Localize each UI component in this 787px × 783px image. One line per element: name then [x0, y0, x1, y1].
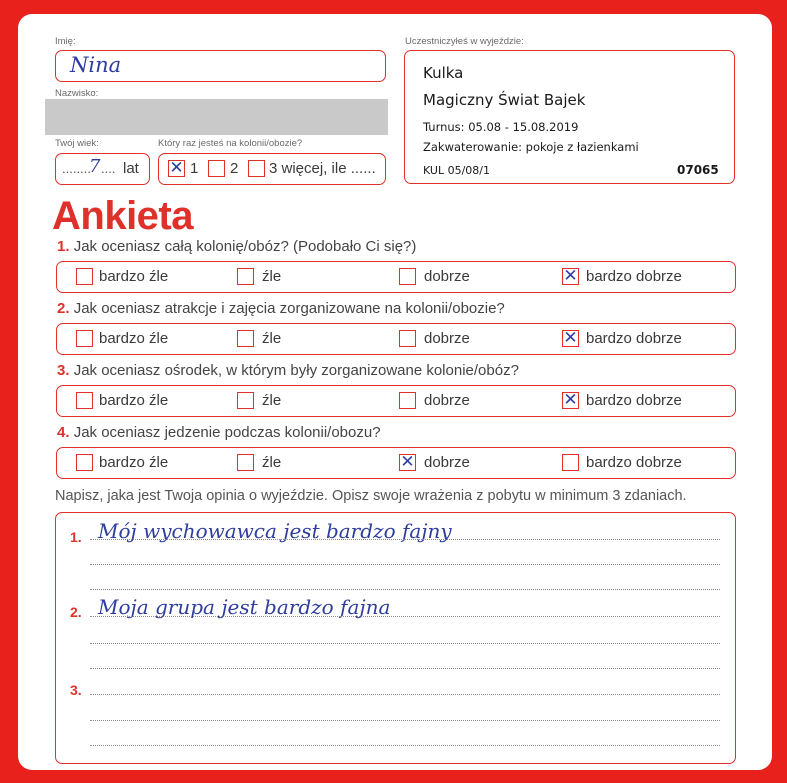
- age-dots-left: ........: [62, 161, 91, 176]
- question-3-text: Jak oceniasz ośrodek, w którym były zorganizowane kolonie/obóz?: [73, 362, 519, 379]
- q4-label-zle: źle: [262, 454, 282, 471]
- question-1-rating: [56, 261, 736, 293]
- question-4-rating: [56, 447, 736, 479]
- check-mark-icon: ✕: [169, 158, 184, 178]
- q1-label-zle: źle: [262, 268, 282, 285]
- ticket-number: 07065: [677, 163, 719, 177]
- ticket-turnus: Turnus: 05.08 - 15.08.2019: [423, 120, 579, 134]
- q2-label-bardzo-zle: bardzo źle: [99, 330, 169, 347]
- opinion-prompt: Napisz, jaka jest Twoja opinia o wyjeździe. Opisz swoje wrażenia z pobytu w minimum 3 zdaniach.: [55, 488, 687, 504]
- surname-redacted: [45, 99, 388, 135]
- question-4-text: Jak oceniasz jedzenie podczas kolonii/obozu?: [73, 424, 381, 441]
- survey-title: Ankieta: [52, 194, 193, 238]
- times-option-1-label: 1: [190, 160, 199, 177]
- q4-checkbox-bardzo-dobrze[interactable]: [562, 454, 579, 471]
- q2-label-bardzo-dobrze: bardzo dobrze: [586, 330, 682, 347]
- ticket-accommodation: Zakwaterowanie: pokoje z łazienkami: [423, 140, 639, 154]
- ticket-box: [404, 50, 735, 184]
- surname-label: Nazwisko:: [55, 88, 99, 99]
- writing-line: [90, 589, 720, 590]
- times-field: [158, 153, 386, 185]
- q4-label-dobrze: dobrze: [424, 454, 470, 471]
- writing-line: [90, 694, 720, 695]
- writing-line: [90, 539, 720, 540]
- survey-sheet: [18, 14, 772, 770]
- times-label: Który raz jesteś na kolonii/obozie?: [158, 138, 303, 149]
- q1-checkbox-bardzo-dobrze[interactable]: [562, 268, 579, 285]
- writing-line: [90, 564, 720, 565]
- question-2: [57, 300, 505, 317]
- question-1-number: 1.: [57, 238, 70, 255]
- q4-checkbox-zle[interactable]: [237, 454, 254, 471]
- times-checkbox-1[interactable]: [168, 160, 185, 177]
- times-option-3-label: 3 więcej, ile ......: [269, 160, 376, 177]
- check-mark-icon: ✕: [563, 266, 578, 286]
- check-mark-icon: ✕: [563, 328, 578, 348]
- writing-line: [90, 720, 720, 721]
- ticket-name: Kulka: [423, 64, 464, 82]
- question-3-rating: [56, 385, 736, 417]
- question-4-number: 4.: [57, 424, 70, 441]
- ticket-code: KUL 05/08/1: [423, 164, 490, 177]
- name-value: Nina: [70, 53, 122, 77]
- writing-line: [90, 668, 720, 669]
- q3-label-bardzo-zle: bardzo źle: [99, 392, 169, 409]
- question-1: [57, 238, 416, 255]
- q4-label-bardzo-dobrze: bardzo dobrze: [586, 454, 682, 471]
- q1-checkbox-bardzo-zle[interactable]: [76, 268, 93, 285]
- question-1-text: Jak oceniasz całą kolonię/obóz? (Podobało Ci się?): [73, 238, 417, 255]
- opinion-box[interactable]: [55, 512, 736, 764]
- age-field[interactable]: [55, 153, 150, 185]
- q3-label-bardzo-dobrze: bardzo dobrze: [586, 392, 682, 409]
- q1-checkbox-zle[interactable]: [237, 268, 254, 285]
- q4-checkbox-dobrze[interactable]: [399, 454, 416, 471]
- writing-line: [90, 643, 720, 644]
- opinion-entry-2-text: Moja grupa jest bardzo fajna: [98, 595, 391, 619]
- question-2-rating: [56, 323, 736, 355]
- check-mark-icon: ✕: [563, 390, 578, 410]
- question-3-number: 3.: [57, 362, 70, 379]
- q4-label-bardzo-zle: bardzo źle: [99, 454, 169, 471]
- q3-checkbox-bardzo-zle[interactable]: [76, 392, 93, 409]
- q2-label-dobrze: dobrze: [424, 330, 470, 347]
- question-3: [57, 362, 519, 379]
- age-unit: lat: [123, 160, 139, 177]
- question-2-text: Jak oceniasz atrakcje i zajęcia zorganizowane na kolonii/obozie?: [73, 300, 505, 317]
- q2-checkbox-bardzo-zle[interactable]: [76, 330, 93, 347]
- name-field[interactable]: [55, 50, 386, 82]
- q2-label-zle: źle: [262, 330, 282, 347]
- q2-checkbox-zle[interactable]: [237, 330, 254, 347]
- opinion-entry-1-text: Mój wychowawca jest bardzo fajny: [98, 519, 452, 543]
- name-label: Imię:: [55, 36, 76, 47]
- q2-checkbox-dobrze[interactable]: [399, 330, 416, 347]
- age-label: Twój wiek:: [55, 138, 99, 149]
- q3-checkbox-dobrze[interactable]: [399, 392, 416, 409]
- opinion-entry-3-number: 3.: [70, 682, 82, 698]
- times-checkbox-2[interactable]: [208, 160, 225, 177]
- q3-label-zle: źle: [262, 392, 282, 409]
- opinion-entry-2-number: 2.: [70, 604, 82, 620]
- q3-label-dobrze: dobrze: [424, 392, 470, 409]
- q2-checkbox-bardzo-dobrze[interactable]: [562, 330, 579, 347]
- age-dots-right: ....: [101, 161, 116, 176]
- opinion-entry-1-number: 1.: [70, 529, 82, 545]
- check-mark-icon: ✕: [400, 452, 415, 472]
- ticket-label: Uczestniczyłeś w wyjeździe:: [405, 36, 524, 47]
- writing-line: [90, 616, 720, 617]
- q4-checkbox-bardzo-zle[interactable]: [76, 454, 93, 471]
- q1-label-bardzo-dobrze: bardzo dobrze: [586, 268, 682, 285]
- question-2-number: 2.: [57, 300, 70, 317]
- times-option-2-label: 2: [230, 160, 239, 177]
- q1-checkbox-dobrze[interactable]: [399, 268, 416, 285]
- ticket-program: Magiczny Świat Bajek: [423, 91, 586, 109]
- q3-checkbox-bardzo-dobrze[interactable]: [562, 392, 579, 409]
- times-checkbox-3[interactable]: [248, 160, 265, 177]
- q1-label-bardzo-zle: bardzo źle: [99, 268, 169, 285]
- writing-line: [90, 745, 720, 746]
- q3-checkbox-zle[interactable]: [237, 392, 254, 409]
- question-4: [57, 424, 381, 441]
- age-value: 7: [89, 156, 101, 177]
- q1-label-dobrze: dobrze: [424, 268, 470, 285]
